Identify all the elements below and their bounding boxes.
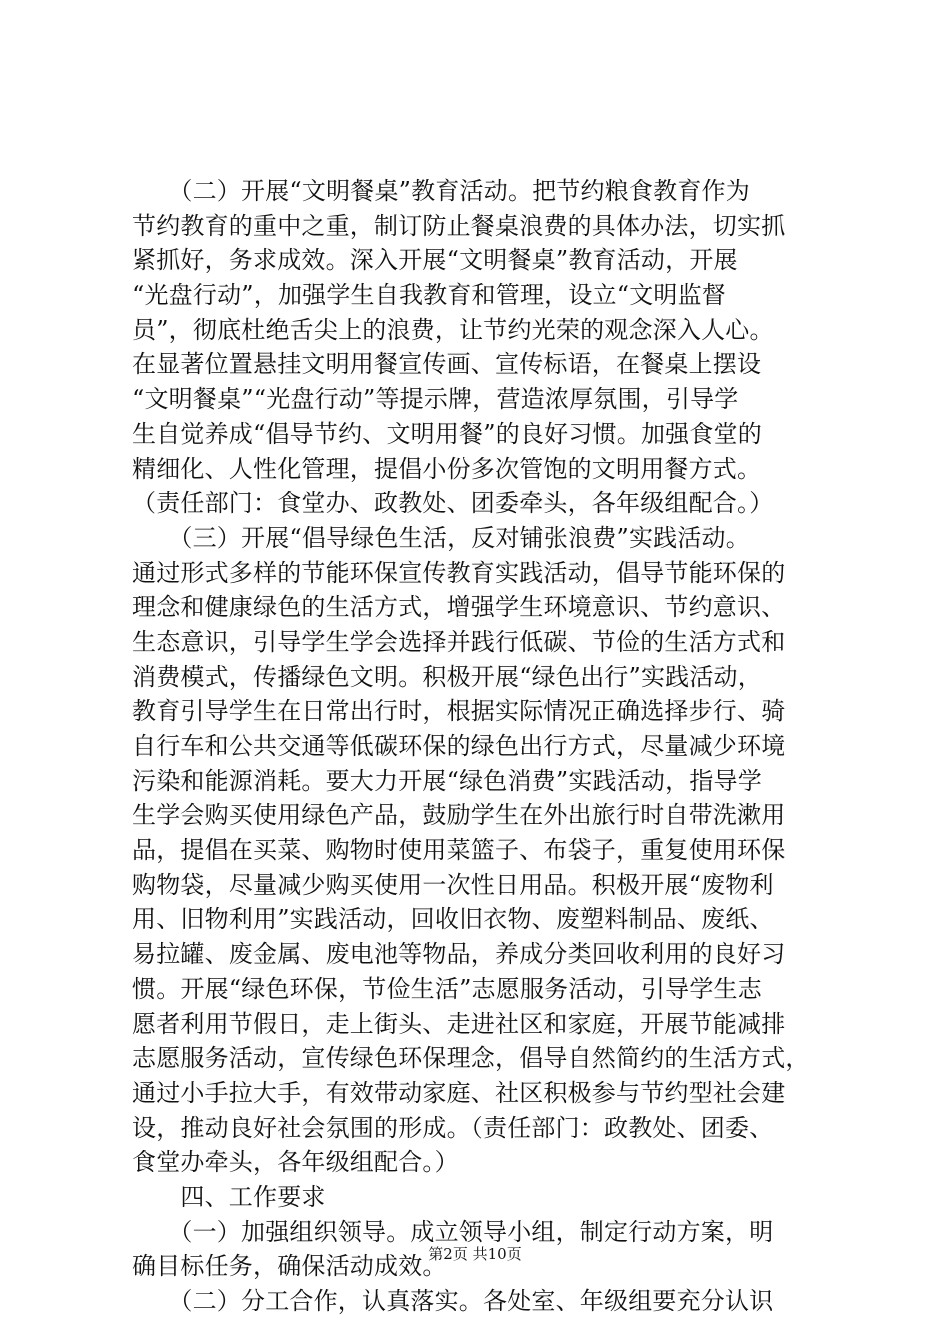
text-line: 在显著位置悬挂文明用餐宣传画、宣传标语，在餐桌上摆设 <box>132 350 762 379</box>
text-line: 购物袋，尽量减少购买使用一次性日用品。积极开展“废物利 <box>132 870 774 899</box>
text-line: 生自觉养成“倡导节约、文明用餐”的良好习惯。加强食堂的 <box>132 419 762 448</box>
text-line: 设，推动良好社会氛围的形成。（责任部门：政教处、团委、 <box>132 1113 774 1142</box>
text-line: 品，提倡在买菜、购物时使用菜篮子、布袋子，重复使用环保 <box>132 836 786 865</box>
text-line: 通过形式多样的节能环保宣传教育实践活动，倡导节能环保的 <box>132 558 786 587</box>
text-line: 确目标任务，确保活动成效。 <box>132 1252 447 1281</box>
text-line: （三）开展“倡导绿色生活，反对铺张浪费”实践活动。 <box>132 523 750 552</box>
text-line: （二）开展“文明餐桌”教育活动。把节约粮食教育作为 <box>132 177 750 205</box>
text-line: 惯。开展“绿色环保，节俭生活”志愿服务活动，引导学生志 <box>132 974 762 1003</box>
text-line: 用、旧物利用”实践活动，回收旧衣物、废塑料制品、废纸、 <box>132 905 774 934</box>
text-line: 愿者利用节假日，走上街头、走进社区和家庭，开展节能减排 <box>132 1009 786 1038</box>
text-line: （责任部门：食堂办、政教处、团委牵头，各年级组配合。） <box>132 489 774 518</box>
text-line: 通过小手拉大手，有效带动家庭、社区积极参与节约型社会建 <box>132 1078 786 1107</box>
text-line: 自行车和公共交通等低碳环保的绿色出行方式，尽量减少环境 <box>132 732 786 760</box>
text-line: 志愿服务活动，宣传绿色环保理念，倡导自然简约的生活方式， <box>132 1044 810 1073</box>
text-line: 节约教育的重中之重，制订防止餐桌浪费的具体办法，切实抓 <box>132 211 786 240</box>
text-line: 食堂办牵头，各年级组配合。） <box>132 1148 459 1177</box>
text-line: 易拉罐、废金属、废电池等物品，养成分类回收利用的良好习 <box>132 940 786 969</box>
text-line: “文明餐桌”“光盘行动”等提示牌，营造浓厚氛围，引导学 <box>132 385 739 414</box>
text-line: （二）分工合作，认真落实。各处室、年级组要充分认识 <box>132 1287 774 1315</box>
text-line: 消费模式，传播绿色文明。积极开展“绿色出行”实践活动， <box>132 662 762 691</box>
text-line: 员”，彻底杜绝舌尖上的浪费，让节约光荣的观念深入人心。 <box>132 315 774 344</box>
text-line: 理念和健康绿色的生活方式，增强学生环境意识、节约意识、 <box>132 593 786 622</box>
text-line: 四、工作要求 <box>132 1182 326 1211</box>
text-line: （一）加强组织领导。成立领导小组，制定行动方案，明 <box>132 1217 774 1246</box>
text-line: 紧抓好，务求成效。深入开展“文明餐桌”教育活动，开展 <box>132 246 738 275</box>
text-line: 精细化、人性化管理，提倡小份多次管饱的文明用餐方式。 <box>132 454 762 483</box>
text-line: 教育引导学生在日常出行时，根据实际情况正确选择步行、骑 <box>132 697 786 726</box>
text-line: 生学会购买使用绿色产品，鼓励学生在外出旅行时自带洗漱用 <box>132 801 786 830</box>
page-footer: 第2页 共10页 <box>428 1245 522 1263</box>
text-line: “光盘行动”，加强学生自我教育和管理，设立“文明监督 <box>132 281 727 310</box>
text-line: 污染和能源消耗。要大力开展“绿色消费”实践活动，指导学 <box>132 766 762 795</box>
text-line: 生态意识，引导学生学会选择并践行低碳、节俭的生活方式和 <box>132 627 786 656</box>
document-body <box>132 174 832 1319</box>
